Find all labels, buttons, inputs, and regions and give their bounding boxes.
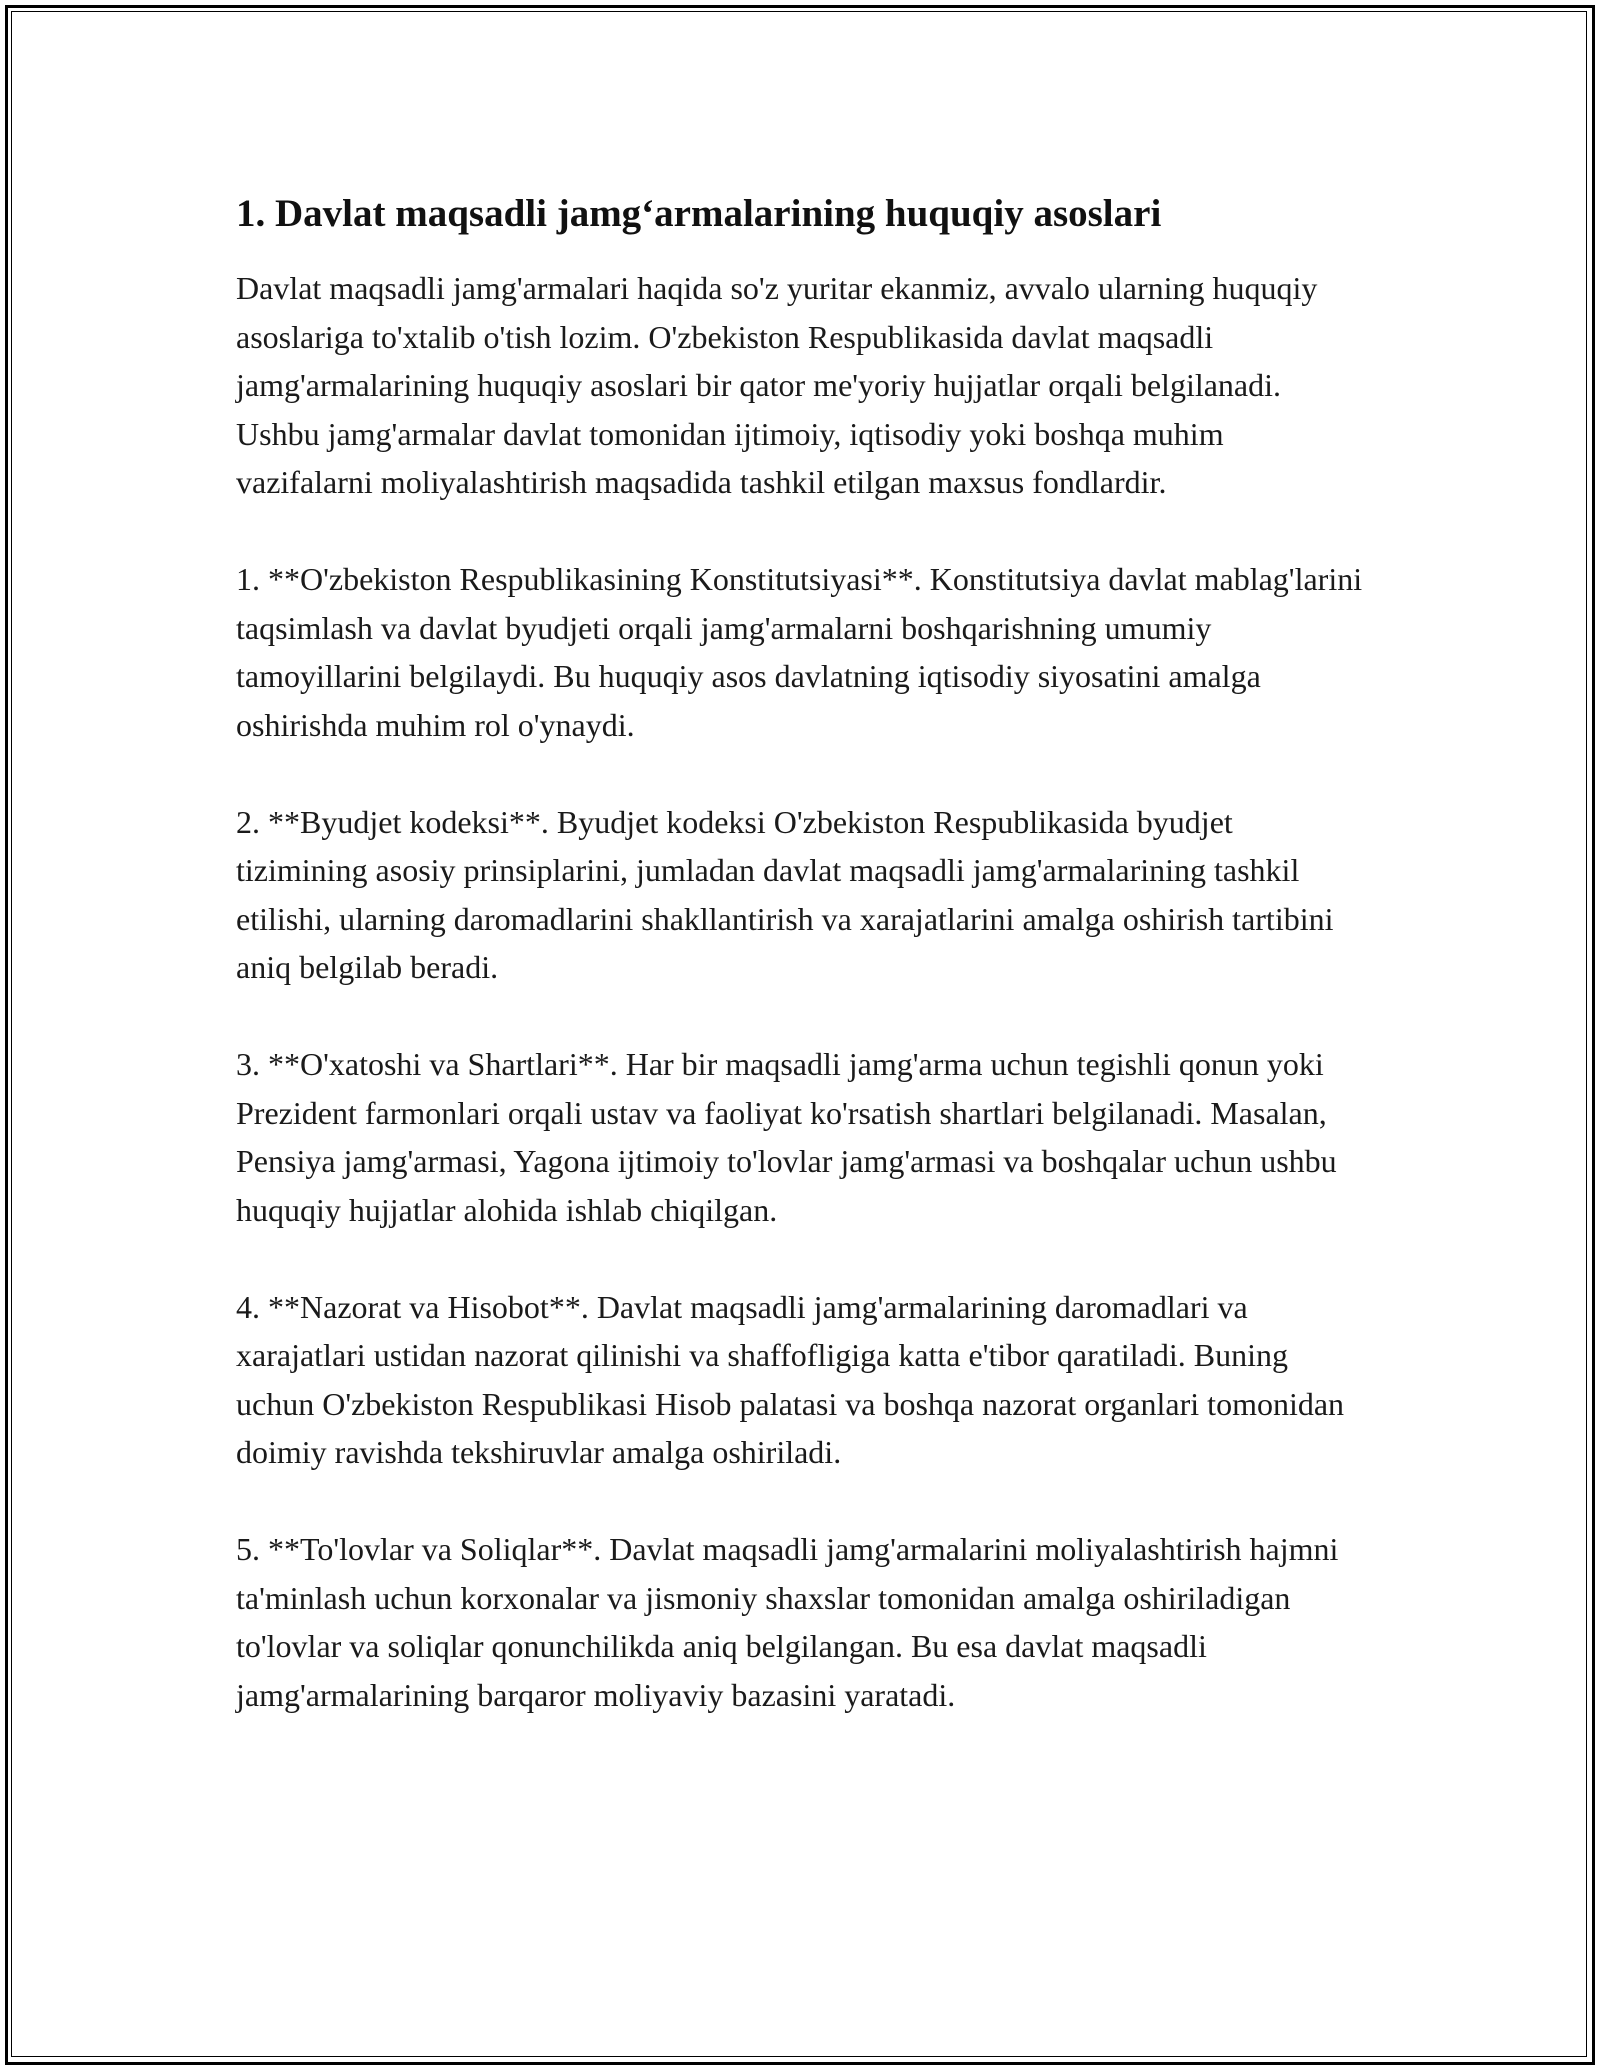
document-body <box>236 186 1366 1768</box>
intro-paragraph: Davlat maqsadli jamg'armalari haqida so'z yuritar ekanmiz, avvalo ularning huquqiy asoslariga to'xtalib o'tish lozim. O'zbekiston Respublikasida davlat maqsadli jamg'armalarining huquqiy asoslari bir qator me'yoriy hujjatlar orqali belgilanadi. Ushbu jamg'armalar davlat tomonidan ijtimoiy, iqtisodiy yoki boshqa muhim vazifalarni moliyalashtirish maqsadida tashkil etilgan maxsus fondlardir. <box>236 270 1318 500</box>
paragraph-constitution: 1. **O'zbekiston Respublikasining Konstitutsiyasi**. Konstitutsiya davlat mablag'larini taqsimlash va davlat byudjeti orqali jamg'armalarni boshqarishning umumiy tamoyillarini belgilaydi. Bu huquqiy asos davlatning iqtisodiy siyosatini amalga oshirishda muhim rol o'ynaydi. <box>236 561 1363 743</box>
document-title: 1. Davlat maqsadli jamg‘armalarining huquqiy asoslari <box>236 192 1162 235</box>
paragraph-control-reporting: 4. **Nazorat va Hisobot**. Davlat maqsadli jamg'armalarining daromadlari va xarajatlari ustidan nazorat qilinishi va shaffofligiga katta e'tibor qaratiladi. Buning uchun O'zbekiston Respublikasi Hisob palatasi va boshqa nazorat organlari tomonidan doimiy ravishda tekshiruvlar amalga oshiriladi. <box>236 1288 1345 1470</box>
paragraph-payments-taxes: 5. **To'lovlar va Soliqlar**. Davlat maqsadli jamg'armalarini moliyalashtirish hajmni ta'minlash uchun korxonalar va jismoniy shaxslar tomonidan amalga oshiriladigan to'lovlar va soliqlar qonunchilikda aniq belgilangan. Bu esa davlat maqsadli jamg'armalarining barqaror moliyaviy bazasini yaratadi. <box>236 1531 1339 1713</box>
paragraph-budget-code: 2. **Byudjet kodeksi**. Byudjet kodeksi O'zbekiston Respublikasida byudjet tizimining asosiy prinsiplarini, jumladan davlat maqsadli jamg'armalarining tashkil etilishi, ularning daromadlarini shakllantirish va xarajatlarini amalga oshirish tartibini aniq belgilab beradi. <box>236 803 1334 985</box>
paragraph-charter-conditions: 3. **O'xatoshi va Shartlari**. Har bir maqsadli jamg'arma uchun tegishli qonun yoki Prezident farmonlari orqali ustav va faoliyat ko'rsatish shartlari belgilanadi. Masalan, Pensiya jamg'armasi, Yagona ijtimoiy to'lovlar jamg'armasi va boshqalar uchun ushbu huquqiy hujjatlar alohida ishlab chiqilgan. <box>236 1046 1337 1228</box>
